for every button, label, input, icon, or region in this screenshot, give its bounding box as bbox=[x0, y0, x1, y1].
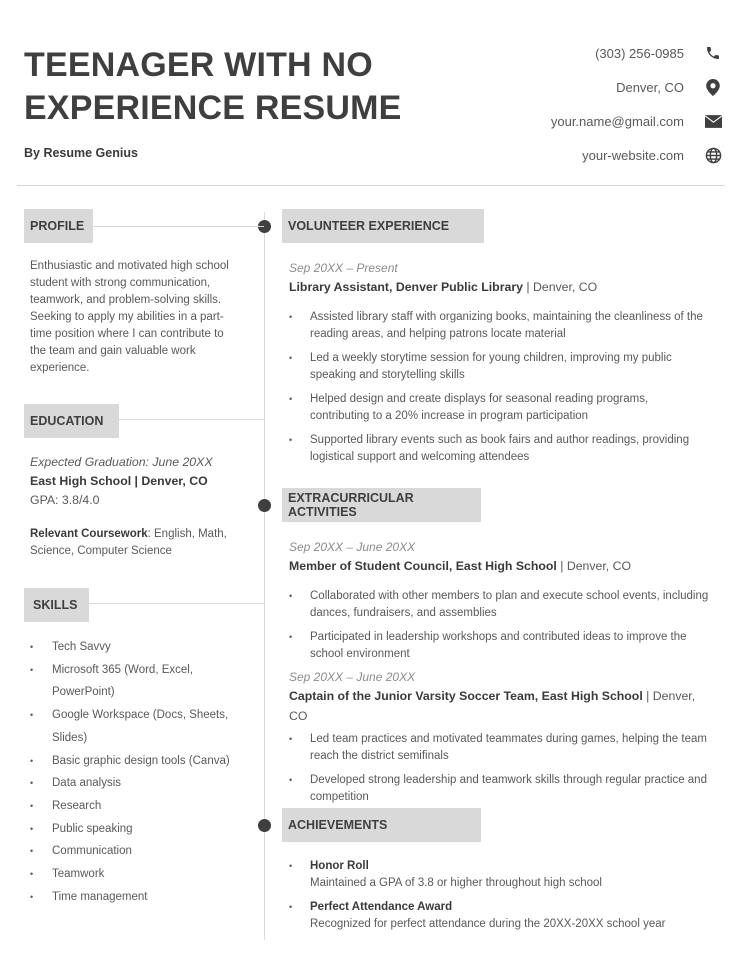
achievement-bullets bbox=[289, 858, 709, 933]
achievement-desc: Maintained a GPA of 3.8 or higher throughout high school bbox=[310, 877, 602, 889]
contact-location bbox=[382, 70, 722, 104]
achievements-list bbox=[289, 858, 709, 940]
skill-item: • Data analysis bbox=[30, 777, 122, 790]
skill-item: • Time management bbox=[30, 890, 148, 903]
skill-item: • Public speaking bbox=[30, 822, 133, 835]
profile-connector-line bbox=[93, 226, 264, 227]
contact-email bbox=[382, 104, 722, 138]
profile-text: Enthusiastic and motivated high school student with strong communication, teamwork, and problem-solving skills. Seeking to apply my abilities in a part-time position where I can contribute to the team and gain valuable work experience. bbox=[30, 260, 229, 374]
bullet-item: • Assisted library staff with organizing books, maintaining the cleanliness of the reading areas, and helping patrons locate material bbox=[289, 311, 703, 340]
achievement-item: • Honor Roll Maintained a GPA of 3.8 or higher throughout high school bbox=[289, 858, 709, 892]
profile-heading: PROFILE bbox=[24, 209, 93, 243]
entry-date: Sep 20XX – June 20XX bbox=[289, 670, 416, 684]
skill-item: • Tech Savvy bbox=[30, 641, 111, 653]
extracurricular-entry bbox=[289, 539, 709, 670]
envelope-icon bbox=[704, 112, 722, 130]
coursework-label: Relevant Coursework bbox=[30, 528, 148, 540]
title-line-1: TEENAGER WITH NO bbox=[24, 46, 373, 84]
achievements-heading: ACHIEVEMENTS bbox=[282, 808, 481, 842]
contact-phone bbox=[382, 36, 722, 70]
email-text[interactable]: your.name@gmail.com bbox=[550, 113, 684, 129]
extracurricular-entry bbox=[289, 669, 709, 813]
location-pin-icon bbox=[704, 78, 722, 96]
website-text[interactable]: your-website.com bbox=[582, 147, 684, 163]
education-heading: EDUCATION bbox=[24, 404, 119, 438]
skill-item: • Basic graphic design tools (Canva) bbox=[30, 754, 230, 767]
bullet-item: • Developed strong leadership and teamwork skills through regular practice and competition bbox=[289, 774, 707, 803]
entry-date: Sep 20XX – Present bbox=[289, 261, 398, 275]
entry-bullets bbox=[289, 588, 709, 663]
byline: By Resume Genius bbox=[24, 146, 138, 160]
gpa: GPA: 3.8/4.0 bbox=[30, 493, 100, 507]
skills-list bbox=[30, 636, 250, 908]
skills-connector-line bbox=[89, 603, 264, 604]
contact-info bbox=[382, 36, 722, 172]
volunteer-entry bbox=[289, 260, 709, 473]
coursework bbox=[30, 526, 245, 560]
achievement-desc: Recognized for perfect attendance during the 20XX-20XX school year bbox=[310, 918, 666, 930]
entry-bullets bbox=[289, 309, 709, 466]
bullet-item: • Participated in leadership workshops and contributed ideas to improve the school environment bbox=[289, 631, 687, 660]
entry-bullets bbox=[289, 731, 709, 806]
entry-role: Member of Student Council, East High School | Denver, CO bbox=[289, 559, 632, 573]
achievement-title: Perfect Attendance Award bbox=[310, 901, 453, 913]
skill-item: • Microsoft 365 (Word, Excel, PowerPoint) bbox=[30, 663, 194, 699]
entry-role: Library Assistant, Denver Public Library | Denver, CO bbox=[289, 280, 598, 294]
entry-role: Captain of the Junior Varsity Soccer Team, East High School | Denver, CO bbox=[289, 689, 696, 723]
phone-icon bbox=[704, 44, 722, 62]
header-divider bbox=[17, 185, 725, 186]
title-line-2: EXPERIENCE RESUME bbox=[24, 89, 402, 127]
school-name: East High School | Denver, CO bbox=[30, 474, 208, 488]
resume-title bbox=[24, 44, 401, 130]
education-connector-line bbox=[119, 419, 264, 420]
contact-website bbox=[382, 138, 722, 172]
bullet-item: • Helped design and create displays for seasonal reading programs, contributing to a 20% increase in program participation bbox=[289, 393, 649, 422]
skill-item: • Teamwork bbox=[30, 868, 105, 881]
entry-date: Sep 20XX – June 20XX bbox=[289, 540, 416, 554]
timeline-dot-achievements bbox=[258, 819, 271, 832]
achievement-item: • Perfect Attendance Award Recognized for perfect attendance during the 20XX-20XX school year bbox=[289, 899, 709, 933]
skill-item: • Google Workspace (Docs, Sheets, Slides) bbox=[30, 709, 229, 744]
extracurricular-heading: EXTRACURRICULAR ACTIVITIES bbox=[282, 488, 481, 522]
achievement-title: Honor Roll bbox=[310, 860, 369, 872]
volunteer-heading: VOLUNTEER EXPERIENCE bbox=[282, 209, 484, 243]
skill-item: • Communication bbox=[30, 845, 132, 858]
location-text: Denver, CO bbox=[616, 79, 684, 95]
bullet-item: • Led a weekly storytime session for young children, improving my public speaking and storytelling skills bbox=[289, 352, 672, 381]
coursework-list: : English, Math, Science, Computer Science bbox=[30, 528, 227, 557]
bullet-item: • Collaborated with other members to plan and execute school events, including dances, fundraisers, and assemblies bbox=[289, 590, 709, 619]
bullet-item: • Led team practices and motivated teammates during games, helping the team reach the district semifinals bbox=[289, 733, 707, 762]
phone-text[interactable]: (303) 256-0985 bbox=[595, 45, 684, 61]
skill-item: • Research bbox=[30, 799, 102, 812]
education-block bbox=[30, 453, 260, 510]
globe-icon bbox=[704, 146, 722, 164]
graduation-date: Expected Graduation: June 20XX bbox=[30, 455, 213, 469]
bullet-item: • Supported library events such as book fairs and author readings, providing logistical support and welcoming attendees bbox=[289, 434, 690, 463]
skills-heading: SKILLS bbox=[24, 588, 89, 622]
